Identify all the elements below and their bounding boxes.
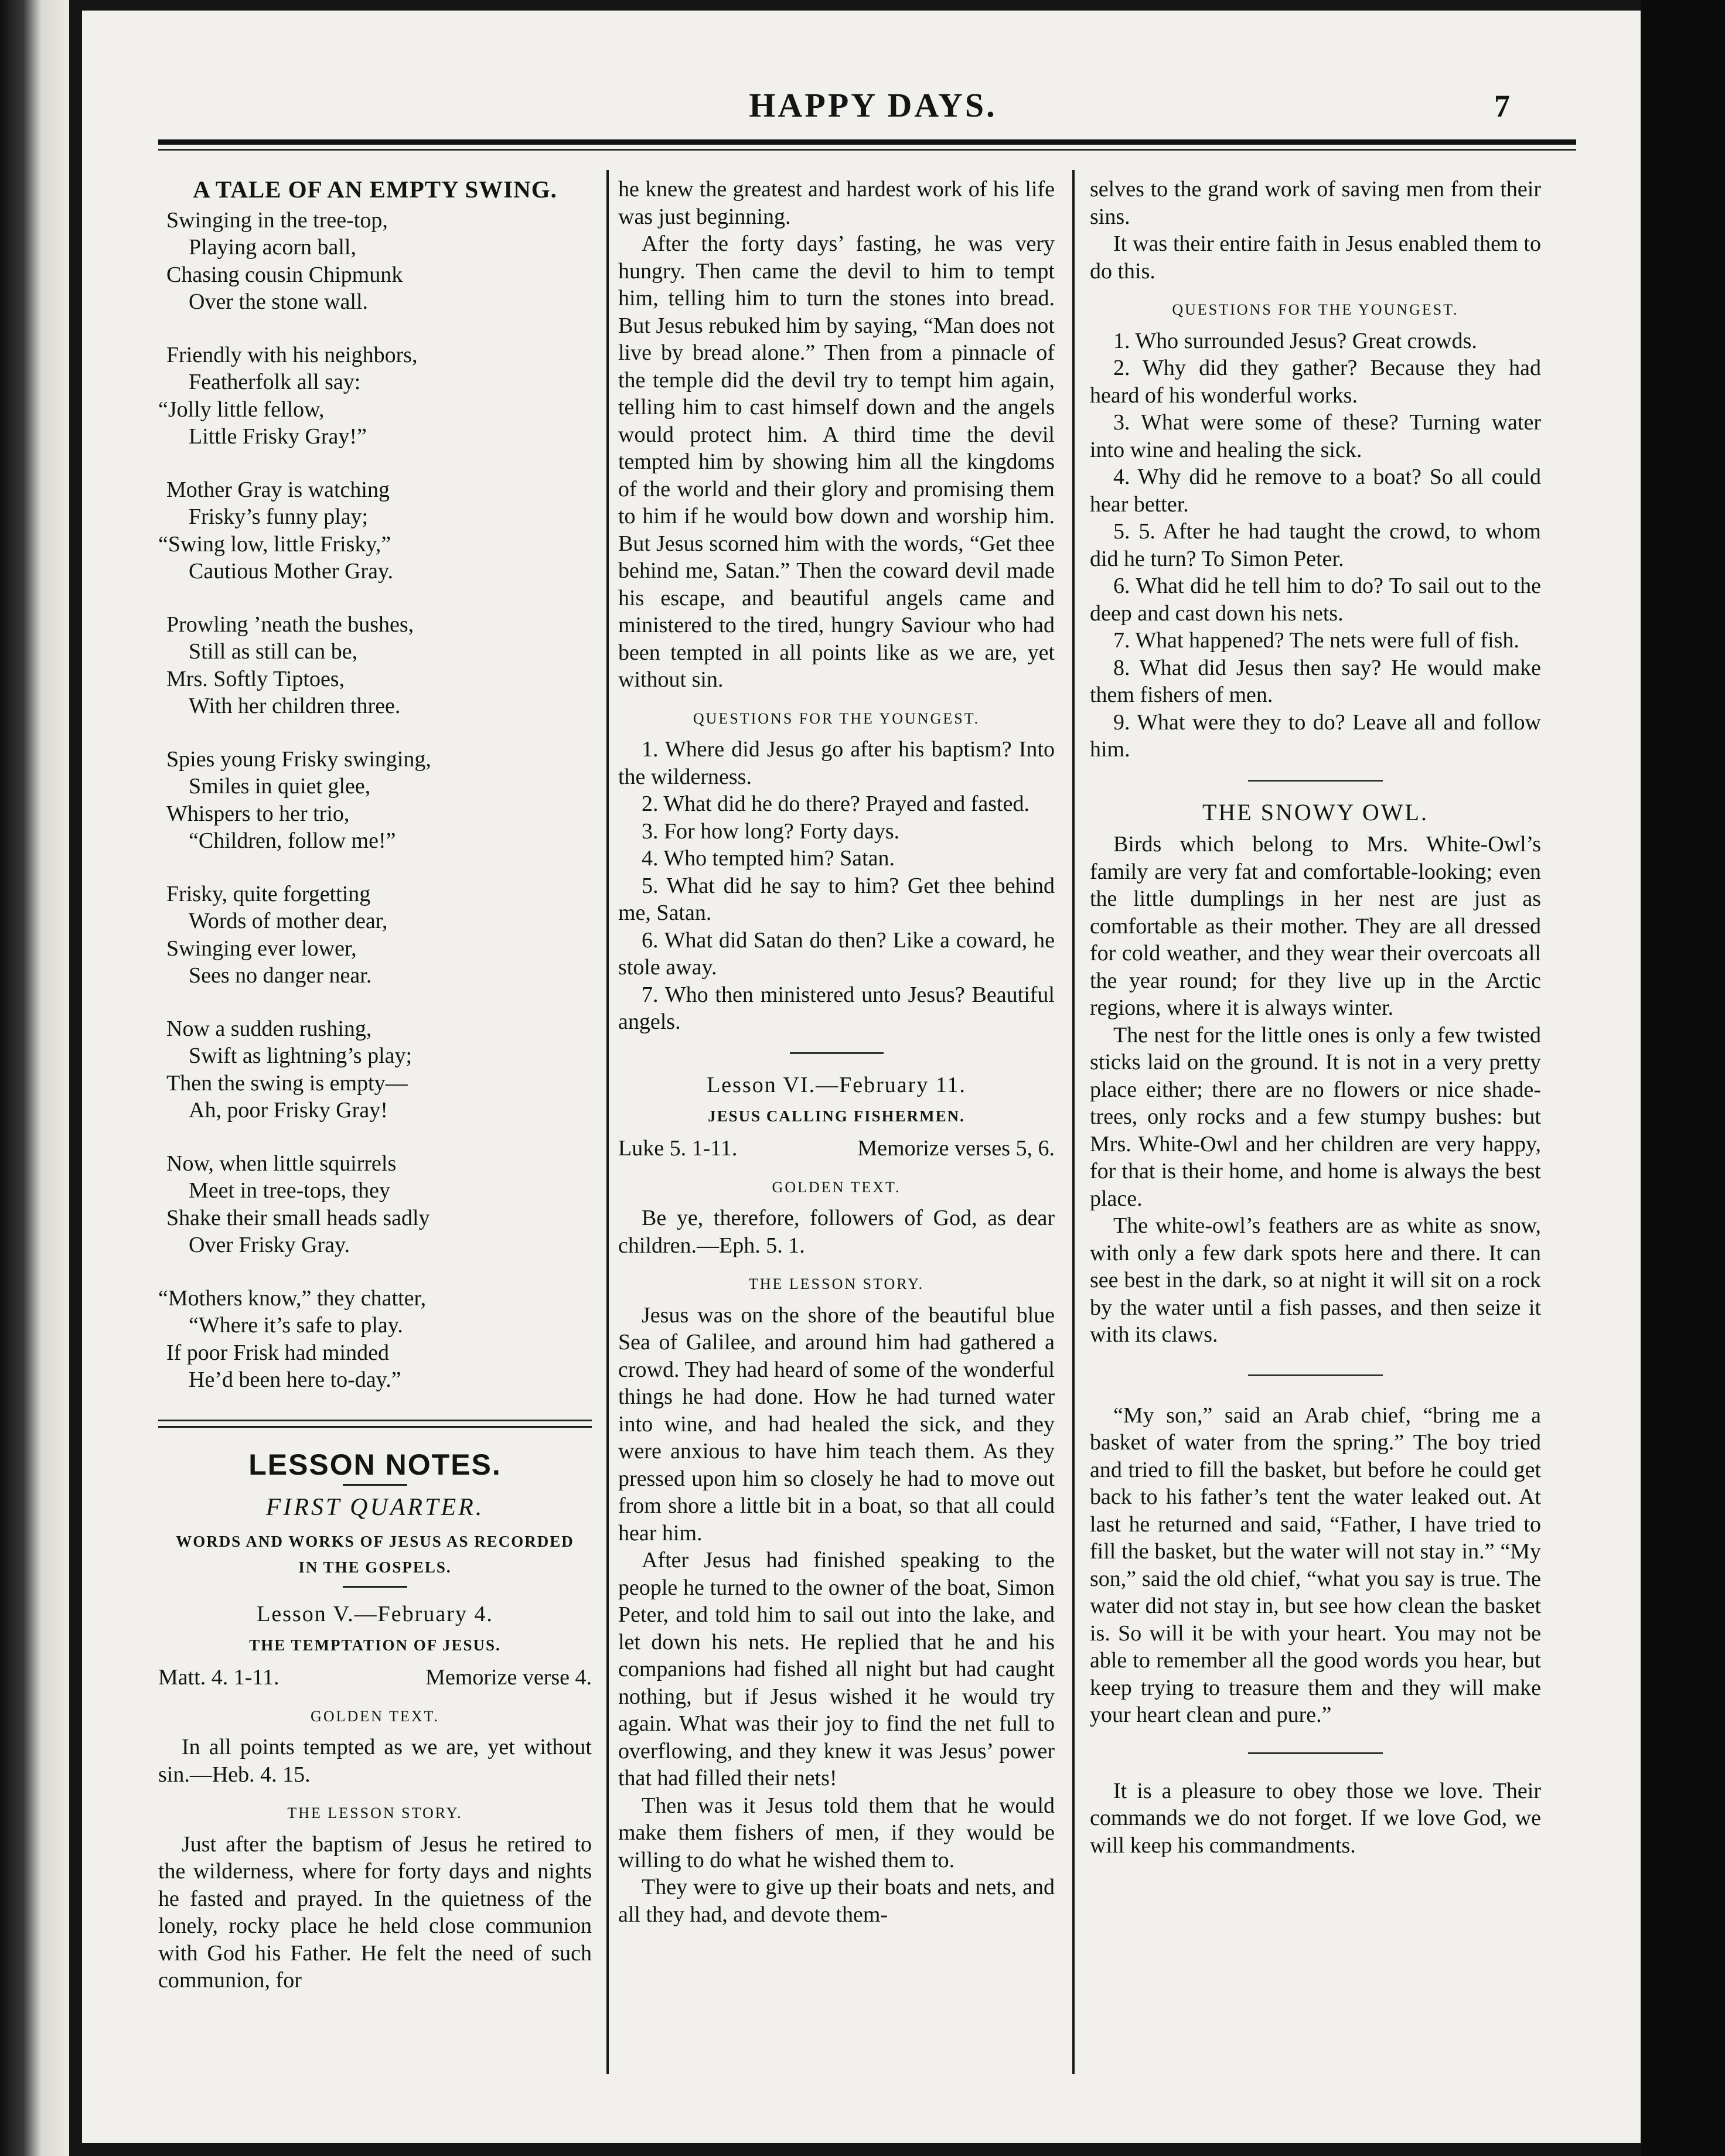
questions-label: QUESTIONS FOR THE YOUNGEST. [693,709,980,727]
poem-title: A TALE OF AN EMPTY SWING. [193,176,557,203]
lesson-5-scripture: Matt. 4. 1-11. [158,1665,279,1690]
poem-stanza [158,1150,592,1259]
closing-paragraph: It is a pleasure to obey those we love. Their commands we do not forget. If we love God, we will keep his commandments. [1090,1778,1541,1858]
poem-line: Friendly with his neighbors, [166,342,418,367]
poem-line: Now a sudden rushing, [166,1016,372,1041]
poem-stanza [158,1015,592,1124]
lesson-6-subtitle: JESUS CALLING FISHERMEN. [708,1107,965,1125]
question-item: 7. Who then ministered unto Jesus? Beautiful angels. [618,982,1055,1034]
lesson-story-label: THE LESSON STORY. [748,1275,925,1292]
poem-line: Sees no danger near. [189,963,372,988]
masthead-title: HAPPY DAYS. [749,86,997,124]
question-item: 4. Why did he remove to a boat? So all could hear better. [1090,465,1541,517]
owl-paragraph-1: Birds which belong to Mrs. White-Owl’s family are very fat and comfortable-looking; even the little dumplings in her nest are just as comfortable as their mother. They are all dressed for cold weather, and they wear their overcoats all the year round; for they live up in the Arctic regions, where it is always winter. [1090,832,1541,1020]
question-item: 2. What did he do there? Prayed and fasted. [642,792,1029,816]
lesson-6-story-2: After Jesus had finished speaking to the people he turned to the owner of the boat, Simon Peter, and told him to sail out into the lake, and let down his nets. He replied that he and his companions had fished all night but had caught nothing, but if Jesus wished it he would try again. What was their joy to find the net full to overflowing, and they knew it was Jesus’ power that had filled their nets! [618,1548,1055,1790]
lesson-6-reference [618,1135,1055,1162]
poem-line: Cautious Mother Gray. [189,559,393,584]
poem-line: Now, when little squirrels [166,1151,397,1176]
poem-line: Little Frisky Gray!” [189,424,367,449]
question-item: 1. Where did Jesus go after his baptism? Into the wilderness. [618,737,1055,789]
poem-stanza [158,1285,592,1394]
header-rule-thin [158,149,1576,151]
poem-line: “Jolly little fellow, [158,397,325,422]
poem-body [158,207,592,1394]
poem-line: Over Frisky Gray. [189,1233,350,1257]
poem-line: “Mothers know,” they chatter, [158,1285,427,1311]
poem-line: Mrs. Softly Tiptoes, [166,666,345,691]
poem-line: Swift as lightning’s play; [189,1043,412,1068]
lesson-5-title: Lesson V.—February 4. [257,1601,493,1626]
poem-line: Featherfolk all say: [189,370,361,394]
poem-line: Mother Gray is watching [166,477,390,502]
quarter-heading: FIRST QUARTER. [265,1494,485,1521]
poem-line: Still as still can be, [189,639,358,664]
poem-stanza [158,476,592,585]
lesson-6-story-3: Then was it Jesus told them that he would make them fishers of men, if they would be willing to do what he wished them to. [618,1793,1055,1872]
poem-line: Swinging ever lower, [166,936,357,961]
question-item: 3. For how long? Forty days. [642,818,900,844]
short-rule [343,1586,407,1588]
left-binding-margin [0,0,69,2156]
question-item: 8. What did Jesus then say? He would make them fishers of men. [1090,655,1541,707]
poem-line: Words of mother dear, [189,909,388,933]
lesson-5-subtitle: THE TEMPTATION OF JESUS. [249,1636,501,1654]
poem-stanza [158,611,592,720]
question-item: 7. What happened? The nets were full of fish. [1113,628,1519,653]
question-item: 5. What did he say to him? Get thee behind me, Satan. [618,873,1055,925]
questions-label: QUESTIONS FOR THE YOUNGEST. [1172,301,1459,318]
short-rule [790,1052,884,1054]
column-divider-2 [1072,170,1075,2074]
poem-line: If poor Frisk had minded [166,1340,389,1365]
poem-stanza [158,881,592,990]
poem-line: Prowling ’neath the bushes, [166,612,414,637]
lesson-story-label: THE LESSON STORY. [287,1804,463,1821]
poem-line: Over the stone wall. [189,289,369,314]
short-rule [343,1484,407,1486]
lesson-notes-title: LESSON NOTES. [248,1448,502,1481]
section-rule [1248,780,1383,782]
poem-line: He’d been here to-day.” [189,1367,401,1392]
lesson-6-golden-text: Be ye, therefore, followers of God, as dear children.—Eph. 5. 1. [618,1206,1055,1258]
poem-line: Chasing cousin Chipmunk [166,262,403,287]
poem-line: Whispers to her trio, [166,801,350,826]
poem-line: “Where it’s safe to play. [189,1313,403,1338]
lesson-6-story-4: They were to give up their boats and nets, and all they had, and devote them- [618,1875,1055,1927]
question-item: 6. What did Satan do then? Like a coward, he stole away. [618,927,1055,980]
lesson-6-questions [1090,328,1541,763]
column-divider-1 [606,170,609,2074]
newspaper-page [82,11,1641,2143]
golden-text-label: GOLDEN TEXT. [311,1707,439,1725]
lesson-5-golden-text: In all points tempted as we are, yet without sin.—Heb. 4. 15. [158,1735,592,1787]
golden-text-label: GOLDEN TEXT. [772,1178,901,1196]
lesson-5-reference [158,1664,592,1691]
lesson-5-story: Just after the baptism of Jesus he retired to the wilderness, where for forty days and nights he fasted and prayed. In the quietness of the lonely, rocky place he held close communion with God his Father. He felt the need of such communion, for [158,1831,592,1993]
poem-line: Smiles in quiet glee, [189,774,371,799]
lesson-5-memorize: Memorize verse 4. [425,1665,592,1690]
column-1 [158,176,592,1994]
lesson-5-story-cont: he knew the greatest and hardest work of his life was just beginning. [618,177,1055,229]
lesson-6-title: Lesson VI.—February 11. [707,1072,966,1097]
page-number: 7 [1494,88,1510,124]
quarter-subheading-line-1: WORDS AND WORKS OF JESUS AS RECORDED [176,1532,574,1550]
question-item: 5. 5. After he had taught the crowd, to whom did he turn? To Simon Peter. [1090,519,1541,571]
owl-paragraph-3: The white-owl’s feathers are as white as snow, with only a few dark spots here and there. It can see best in the dark, so at night it will sit on a rock by the water until a fish passes, and then seize it with its claws. [1090,1213,1541,1347]
lesson-5-story-cont-2: After the forty days’ fasting, he was very hungry. Then came the devil to him to tempt him, telling him to turn the stones into bread. But Jesus rebuked him by saying, “Man does not live by bread alone.” Then from a pinnacle of the temple did the devil try to tempt him again, telling him to cast himself down and the angels would protect him. A third time the devil tempted him by showing him all the kingdoms of the world and their glory and promising them to him if he would bow down and worship him. But Jesus scorned him with the words, “Get thee behind me, Satan.” Then the coward devil made his escape, and beautiful angels came and ministered to the tired, hungry Saviour who had been tempted in all points like as we are, yet without sin. [618,231,1055,692]
column-2 [618,176,1055,1928]
question-item: 6. What did he tell him to do? To sail out to the deep and cast down his nets. [1090,574,1541,626]
section-rule [1248,1752,1383,1754]
poem-line: “Swing low, little Frisky,” [158,531,391,557]
poem-line: Meet in tree-tops, they [189,1178,391,1203]
poem-stanza [158,207,592,316]
lesson-6-story-1: Jesus was on the shore of the beautiful blue Sea of Galilee, and around him had gathered a crowd. They had heard of some of the wonderful things he had done. How he had turned water into wine, and had healed the sick, and they were anxious to have him teach them. As they pressed upon him so closely he had to move out from shore a little bit in a boat, so that all could hear him. [618,1302,1055,1546]
question-item: 9. What were they to do? Leave all and follow him. [1090,709,1541,762]
question-item: 4. Who tempted him? Satan. [642,846,895,871]
poem-stanza [158,746,592,855]
lesson-6-story-cont-2: It was their entire faith in Jesus enabled them to do this. [1090,231,1541,284]
poem-stanza [158,342,592,451]
section-rule [1248,1374,1383,1376]
poem-line: Swinging in the tree-top, [166,207,388,233]
poem-line: With her children three. [189,694,401,718]
question-item: 1. Who surrounded Jesus? Great crowds. [1113,328,1477,353]
owl-article-title: THE SNOWY OWL. [1202,799,1429,825]
lesson-5-questions [618,736,1055,1036]
poem-line: Frisky, quite forgetting [166,881,371,906]
arab-chief-story: “My son,” said an Arab chief, “bring me a basket of water from the spring.” The boy tried and tried to fill the basket, but before he could get back to his father’s tent the water leaked out. At last he returned and said, “Father, I have tried to fill the basket, but the water will not stay in.” “My son,” said the old chief, “what you say is true. The water did not stay in, but see how clean the basket is. So will it be with your heart. You may not be able to remember all the good words you hear, but keep trying to treasure them and they will make your heart clean and pure.” [1090,1403,1541,1727]
lesson-6-story-cont: selves to the grand work of saving men from their sins. [1090,177,1541,229]
right-scan-edge [1641,0,1725,2156]
section-divider [158,1420,592,1428]
question-item: 3. What were some of these? Turning water into wine and healing the sick. [1090,410,1541,462]
poem-line: Shake their small heads sadly [166,1205,430,1230]
owl-paragraph-2: The nest for the little ones is only a few twisted sticks laid on the ground. It is not in a very pretty place either; there are no flowers or nice shade-trees, only rocks and a few stumpy bushes: but Mrs. White-Owl and her children are very happy, for that is their home, and home is always the best place. [1090,1022,1541,1211]
question-item: 2. Why did they gather? Because they had heard of his wonderful works. [1090,356,1541,408]
poem-line: Ah, poor Frisky Gray! [189,1098,388,1123]
lesson-6-scripture: Luke 5. 1-11. [618,1136,738,1161]
poem-line: “Children, follow me!” [189,828,396,853]
header-rule-thick [158,139,1576,145]
poem-line: Then the swing is empty— [166,1070,408,1096]
lesson-6-memorize: Memorize verses 5, 6. [857,1136,1055,1161]
quarter-subheading-line-2: IN THE GOSPELS. [298,1558,452,1576]
column-3 [1090,176,1541,1859]
poem-line: Frisky’s funny play; [189,504,369,529]
poem-line: Spies young Frisky swinging, [166,746,431,772]
poem-line: Playing acorn ball, [189,235,356,260]
quarter-subheading [158,1529,592,1580]
